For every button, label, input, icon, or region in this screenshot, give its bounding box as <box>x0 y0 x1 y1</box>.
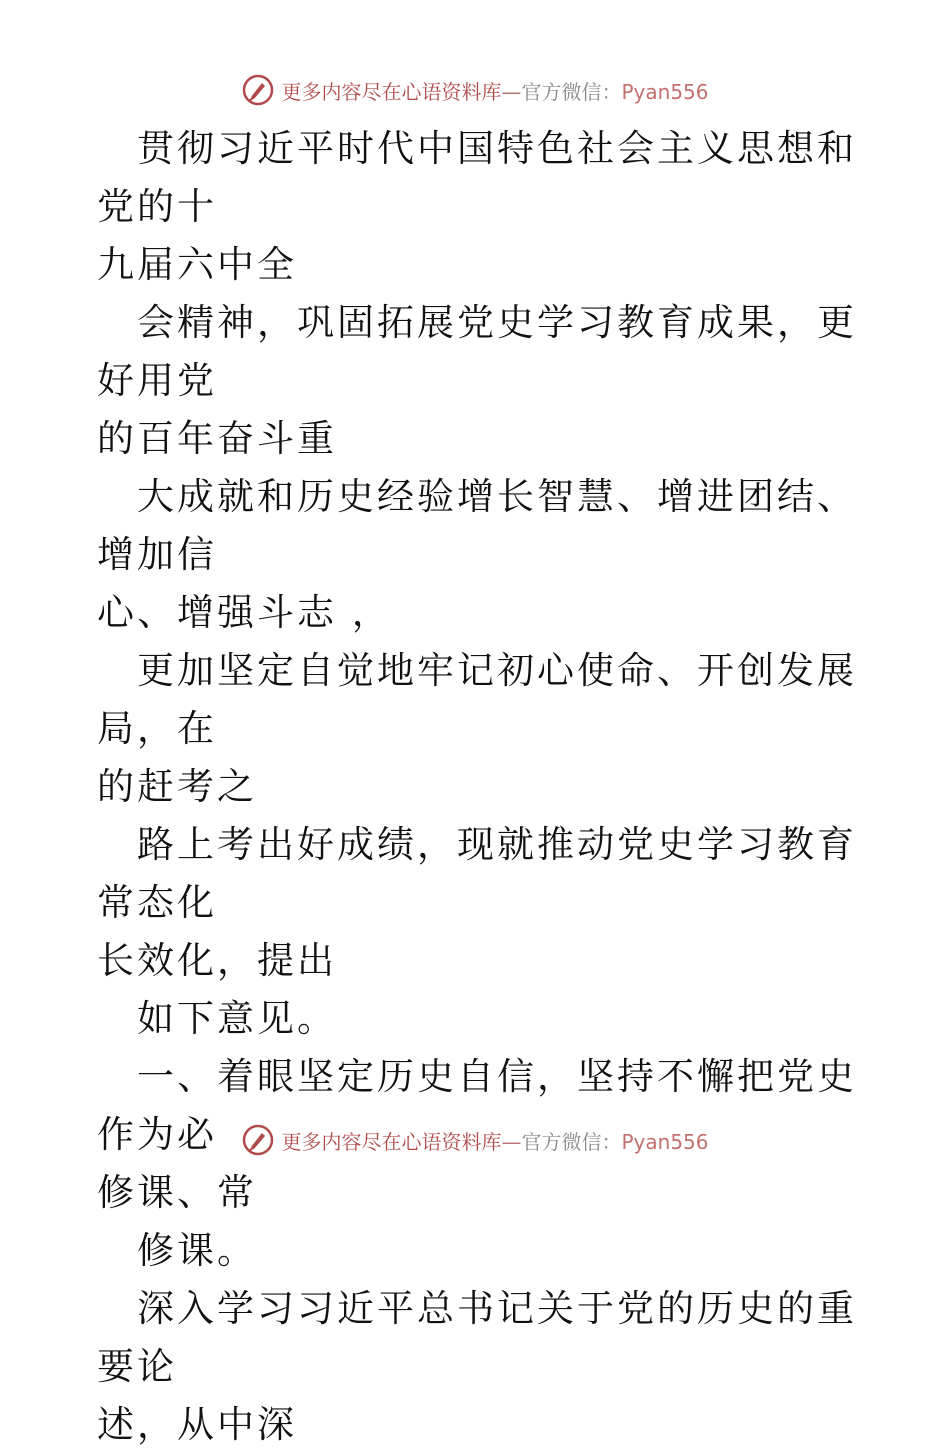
line-1b: 九届六中全 <box>97 243 297 286</box>
paragraph-6 <box>97 990 857 1048</box>
line-3a: 大成就和历史经验增长智慧、增进团结、增加信 <box>97 475 857 576</box>
line-8a: 修课。 <box>137 1229 257 1272</box>
paragraph-5 <box>97 816 857 990</box>
paragraph-3 <box>97 468 857 642</box>
line-5b: 长效化，提出 <box>97 939 337 982</box>
line-7a: 一、着眼坚定历史自信，坚持不懈把党史作为必 <box>97 1055 857 1156</box>
line-7b: 修课、常 <box>97 1171 257 1214</box>
header-wechat-label: 官方微信： <box>521 79 622 104</box>
header-text <box>281 76 708 105</box>
paragraph-1 <box>97 120 857 294</box>
line-3b: 心、增强斗志 ， <box>97 591 392 634</box>
header-banner <box>0 70 950 110</box>
footer-text <box>281 1126 708 1155</box>
line-4b: 的赶考之 <box>97 765 257 808</box>
footer-wechat-id: Pyan556 <box>621 1129 709 1154</box>
line-6a: 如下意见。 <box>137 997 337 1040</box>
line-4a: 更加坚定自觉地牢记初心使命、开创发展局，在 <box>97 649 857 750</box>
paragraph-4 <box>97 642 857 816</box>
header-wechat-id: Pyan556 <box>621 79 709 104</box>
line-2b: 的百年奋斗重 <box>97 417 337 460</box>
footer-wechat-label: 官方微信： <box>521 1129 622 1154</box>
line-9b: 述，从中深 <box>97 1403 297 1446</box>
footer-banner <box>0 1120 950 1160</box>
paragraph-2 <box>97 294 857 468</box>
line-2a: 会精神，巩固拓展党史学习教育成果，更好用党 <box>97 301 857 402</box>
header-sep: — <box>501 79 522 104</box>
line-1a: 贯彻习近平时代中国特色社会主义思想和党的十 <box>97 127 857 228</box>
footer-main: 更多内容尽在心语资料库 <box>281 1129 502 1154</box>
document-body <box>97 120 857 1454</box>
paragraph-8 <box>97 1222 857 1280</box>
pen-logo-icon <box>241 73 275 107</box>
header-main: 更多内容尽在心语资料库 <box>281 79 502 104</box>
line-9a: 深入学习习近平总书记关于党的历史的重要论 <box>97 1287 857 1388</box>
pen-logo-icon <box>241 1123 275 1157</box>
line-5a: 路上考出好成绩，现就推动党史学习教育常态化 <box>97 823 857 924</box>
paragraph-9 <box>97 1280 857 1454</box>
footer-sep: — <box>501 1129 522 1154</box>
